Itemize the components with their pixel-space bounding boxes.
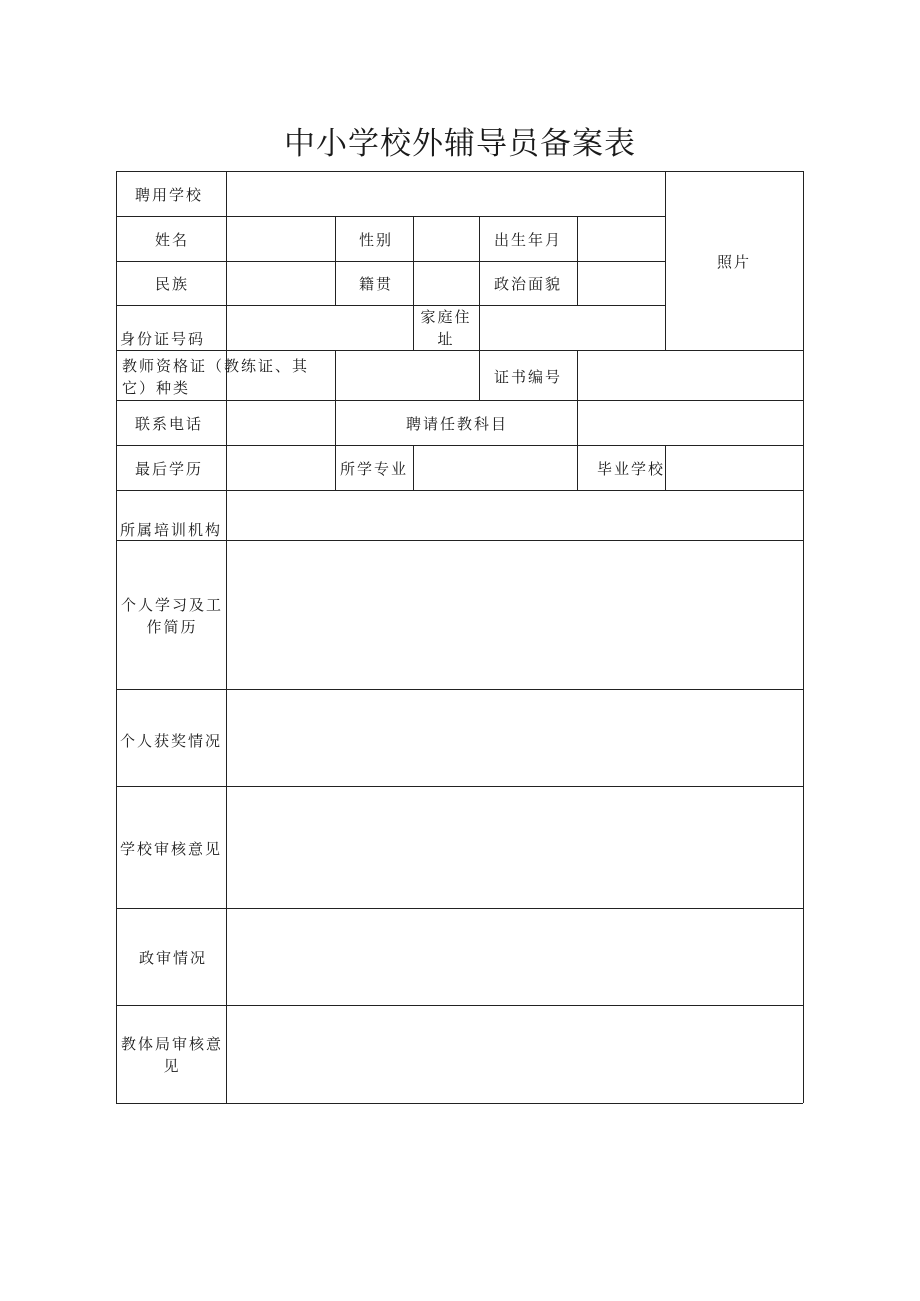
label-major: 所学专业 [340,460,409,478]
table-line [116,1103,803,1104]
label-political-status: 政治面貌 [494,275,563,293]
label-political-review: 政审情况 [139,949,208,967]
page-title: 中小学校外辅导员备案表 [284,126,636,162]
table-line [577,350,578,490]
table-line [116,1005,803,1006]
table-line [116,445,803,446]
label-teacher-cert-type: 教师资格证（教练证、其它）种类 [122,357,310,397]
label-graduate-school: 毕业学校 [597,460,666,478]
table-line [116,908,803,909]
table-line [226,171,227,1103]
table-line [116,350,803,351]
table-line [665,171,666,350]
label-phone: 联系电话 [135,415,204,433]
table-line [413,216,414,350]
label-school: 聘用学校 [135,186,204,204]
table-line [116,305,665,306]
table-line [116,261,665,262]
table-line [803,171,804,1103]
table-line [116,400,803,401]
label-resume: 个人学习及工作简历 [120,596,223,636]
table-line [479,216,480,350]
table-line [116,540,803,541]
table-line [116,490,803,491]
label-bureau-review: 教体局审核意见 [120,1035,223,1075]
label-birth: 出生年月 [494,231,563,249]
label-education: 最后学历 [135,460,204,478]
label-awards: 个人获奖情况 [120,732,223,750]
table-line [116,689,803,690]
table-line [577,216,578,305]
label-id-number: 身份证号码 [120,330,206,348]
label-subject: 聘请任教科目 [406,415,509,433]
table-line [413,445,414,490]
label-cert-number: 证书编号 [494,368,563,386]
table-line [116,216,665,217]
label-ethnicity: 民族 [155,275,190,293]
label-school-review: 学校审核意见 [120,840,223,858]
table-line [335,350,336,490]
table-line [116,786,803,787]
table-line [116,171,117,1103]
label-gender: 性别 [359,231,394,249]
table-line [116,171,803,172]
table-line [479,350,480,400]
table-line [665,445,666,490]
label-training-org: 所属培训机构 [120,521,223,539]
label-name: 姓名 [155,231,190,249]
label-native-place: 籍贯 [359,275,394,293]
label-home-address: 家庭住址 [420,308,472,348]
label-photo: 照片 [717,253,752,271]
table-line [335,216,336,305]
